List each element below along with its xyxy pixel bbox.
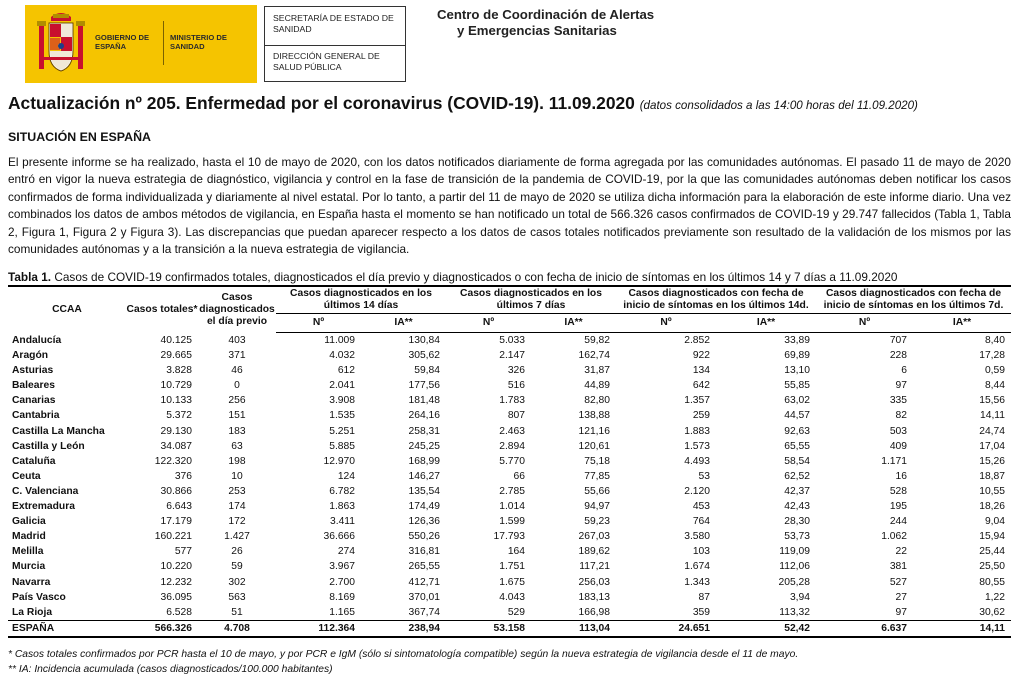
table-cell: 183,13	[578, 591, 610, 603]
ministry-label: MINISTERIO DE SANIDAD	[170, 33, 227, 51]
table-cell: 1.165	[276, 605, 361, 621]
table-cell: 82	[895, 410, 907, 422]
table-row	[8, 469, 1011, 484]
table-cell: 922	[692, 350, 710, 362]
title-note: (datos consolidados a las 14:00 horas del 11.09.2020)	[639, 99, 918, 112]
table-cell: 92,63	[784, 425, 810, 437]
table-cell: 8,40	[984, 335, 1005, 346]
table-cell: 18,26	[979, 501, 1005, 513]
table-cell: 27	[895, 591, 907, 603]
table-caption-text: Casos de COVID-19 confirmados totales, diagnosticados el día previo y diagnosticados o con fecha de inicio de síntomas en los últimos 14 y 7 días a 11.09.2020	[54, 270, 898, 284]
table-cell: 8.169	[329, 591, 355, 603]
table-cell: 130,84	[408, 335, 440, 346]
table-cell: 6.643	[166, 501, 192, 513]
total-label: ESPAÑA	[8, 620, 126, 637]
table-cell: 119,09	[779, 546, 810, 558]
table-cell: 264,16	[408, 410, 440, 422]
table-cell: 63,02	[784, 395, 810, 407]
total-cell: 6.637	[816, 620, 913, 637]
table-cell: 1.062	[881, 531, 907, 543]
header-total: Casos totales*	[126, 286, 198, 333]
table-cell: 166,98	[531, 605, 616, 621]
table-caption-label: Tabla 1.	[8, 270, 52, 284]
table-cell: 53	[698, 470, 710, 482]
table-row	[8, 439, 1011, 454]
table-row	[8, 514, 1011, 529]
total-cell: 4.708	[198, 620, 276, 637]
table-cell: 1.675	[499, 576, 525, 588]
region-name: La Rioja	[8, 605, 126, 621]
table-row	[8, 605, 1011, 621]
table-cell: 807	[507, 410, 525, 422]
page-title	[8, 93, 918, 114]
table-cell: 36.666	[323, 531, 355, 543]
table-cell: 164	[507, 546, 525, 558]
center-title-line1: Centro de Coordinación de Alertas	[437, 7, 655, 22]
total-cell: 566.326	[126, 620, 198, 637]
table-cell: 87	[698, 591, 710, 603]
table-cell: 3.828	[166, 365, 192, 377]
table-cell: 113,32	[716, 605, 816, 621]
table-cell: 138,88	[578, 410, 610, 422]
table-cell: 550,26	[408, 531, 440, 543]
coat-of-arms-icon	[35, 11, 87, 77]
table-cell: 2.120	[684, 485, 710, 497]
table-row	[8, 575, 1011, 590]
table-cell: 121,16	[578, 425, 610, 437]
table-cell: 1.599	[499, 516, 525, 528]
table-cell: 326	[507, 365, 525, 377]
table-row	[8, 484, 1011, 499]
footnote-total-cases: * Casos totales confirmados por PCR hasta el 10 de mayo, y por PCR e IgM (sólo si sintomatología compatible) según la nueva estrategia de vigilancia desde el 11 de mayo.	[8, 649, 799, 660]
table-cell: 259	[692, 410, 710, 422]
table-cell: 15,26	[979, 455, 1005, 467]
table-cell: 65,55	[784, 440, 810, 452]
table-cell: 764	[692, 516, 710, 528]
table-cell: 5.770	[499, 455, 525, 467]
table-cell: 253	[228, 485, 246, 497]
table-cell: 25,44	[979, 546, 1005, 558]
table-cell: 359	[616, 605, 716, 621]
table-cell: 258,31	[408, 425, 440, 437]
header-diag7: Casos diagnosticados en los últimos 7 días	[446, 286, 616, 314]
table-cell: 1.883	[684, 425, 710, 437]
table-cell: 122.320	[154, 455, 192, 467]
table-cell: 51	[198, 605, 276, 621]
table-cell: 6.782	[329, 485, 355, 497]
table-cell: 5.372	[166, 410, 192, 422]
table-cell: 17,28	[979, 350, 1005, 362]
region-name: Extremadura	[12, 501, 75, 513]
footnote-ia: ** IA: Incidencia acumulada (casos diagnosticados/100.000 habitantes)	[8, 664, 333, 675]
region-name: Ceuta	[12, 470, 41, 482]
total-cell: 112.364	[276, 620, 361, 637]
region-name: Canarias	[12, 395, 56, 407]
table-cell: 370,01	[408, 591, 440, 603]
table-cell: 1,22	[984, 591, 1005, 603]
table-row	[8, 333, 1011, 349]
table-cell: 168,99	[408, 455, 440, 467]
region-name: Cantabria	[12, 410, 60, 422]
header-ia: IA**	[531, 314, 616, 333]
region-name: Madrid	[12, 531, 46, 543]
table-cell: 29.665	[160, 350, 192, 362]
cases-table	[8, 285, 1011, 638]
table-header-row	[8, 286, 1011, 314]
table-cell: 1.014	[499, 501, 525, 513]
table-cell: 6	[901, 365, 907, 377]
header-ia: IA**	[716, 314, 816, 333]
table-row	[8, 590, 1011, 605]
region-name: Baleares	[12, 380, 55, 392]
table-cell: 174,49	[408, 501, 440, 513]
table-cell: 267,03	[578, 531, 610, 543]
table-cell: 376	[174, 470, 192, 482]
table-cell: 189,62	[578, 546, 610, 558]
table-cell: 151	[228, 410, 246, 422]
table-cell: 245,25	[408, 440, 440, 452]
agency-box	[264, 6, 406, 82]
table-cell: 55,66	[584, 485, 610, 497]
secretariat-label: SECRETARÍA DE ESTADO DE SANIDAD	[273, 13, 394, 34]
table-cell: 177,56	[408, 380, 440, 392]
table-cell: 33,89	[784, 335, 810, 346]
total-cell: 53.158	[446, 620, 531, 637]
table-cell: 12.232	[160, 576, 192, 588]
table-cell: 3,94	[789, 591, 810, 603]
table-cell: 10,55	[979, 485, 1005, 497]
table-row	[8, 529, 1011, 544]
table-cell: 34.087	[160, 440, 192, 452]
table-cell: 1.427	[224, 531, 250, 543]
table-cell: 244	[889, 516, 907, 528]
table-cell: 563	[228, 591, 246, 603]
agency-divider	[265, 45, 405, 46]
table-cell: 17,04	[979, 440, 1005, 452]
total-cell: 238,94	[361, 620, 446, 637]
table-cell: 5.033	[499, 335, 525, 346]
table-cell: 2.700	[329, 576, 355, 588]
region-name: Cataluña	[12, 455, 56, 467]
table-cell: 412,71	[408, 576, 440, 588]
table-cell: 577	[174, 546, 192, 558]
table-cell: 12.970	[323, 455, 355, 467]
table-cell: 58,54	[784, 455, 810, 467]
table-cell: 0,59	[984, 365, 1005, 377]
region-name: Asturias	[12, 365, 54, 377]
table-cell: 42,43	[784, 501, 810, 513]
header-ccaa: CCAA	[8, 286, 126, 333]
table-cell: 40.125	[160, 334, 192, 346]
intro-paragraph: El presente informe se ha realizado, hasta el 10 de mayo de 2020, con los datos notificados diariamente de forma agregada por las comunidades autónomas. El pasado 11 de mayo de 2020 entró en vigor la nueva estrategia de diagnóstico, vigilancia y control en la fase de transición de la pandemia de COVID-19, por la que las comunidades autónomas deben notificar los casos confirmados de forma individualizada y diariamente al nivel estatal. Por lo tanto, a partir del 11 de mayo de 2020 se utiliza dicha información para la elaboración de este informe diario. Una vez combinados los datos de ambos métodos de vigilancia, en España hasta el momento se han notificado un total de 566.326 casos confirmados de COVID-19 y 29.747 fallecidos (Tabla 1, Tabla 2, Figura 1, Figura 2 y Figura 3). Las discrepancias que puedan aparecer respecto a los datos de casos totales notificados previamente son resultado de la validación de los mismos por las comunidades autónomas y a la transición a la nueva estrategia de vigilancia.	[8, 155, 1011, 257]
table-row	[8, 559, 1011, 574]
region-name: Andalucía	[12, 334, 62, 346]
table-cell: 302	[228, 576, 246, 588]
table-cell: 2.785	[499, 485, 525, 497]
table-cell: 53,73	[784, 531, 810, 543]
table-total-row	[8, 620, 1011, 637]
table-cell: 205,28	[778, 576, 810, 588]
table-row	[8, 454, 1011, 469]
region-name: País Vasco	[12, 591, 66, 603]
table-cell: 516	[507, 380, 525, 392]
table-cell: 1.357	[684, 395, 710, 407]
table-cell: 26	[231, 546, 243, 558]
table-cell: 44,89	[584, 380, 610, 392]
table-cell: 80,55	[979, 576, 1005, 588]
table-caption	[8, 270, 897, 284]
table-cell: 3.580	[684, 531, 710, 543]
header-ia: IA**	[913, 314, 1011, 333]
table-cell: 529	[446, 605, 531, 621]
table-cell: 59,84	[414, 365, 440, 377]
table-cell: 195	[889, 501, 907, 513]
table-cell: 2.041	[329, 380, 355, 392]
table-cell: 97	[895, 380, 907, 392]
table-cell: 1.535	[329, 410, 355, 422]
table-cell: 2.147	[499, 350, 525, 362]
region-name: Melilla	[12, 546, 44, 558]
table-cell: 13,10	[784, 365, 810, 377]
table-cell: 3.411	[329, 516, 355, 528]
region-name: Galicia	[12, 516, 46, 528]
table-cell: 2.894	[499, 440, 525, 452]
table-cell: 25,50	[979, 561, 1005, 573]
table-cell: 10	[231, 470, 243, 482]
center-title-line2: y Emergencias Sanitarias	[457, 23, 617, 38]
table-cell: 707	[889, 335, 907, 346]
table-cell: 527	[889, 576, 907, 588]
table-cell: 24,74	[979, 425, 1005, 437]
header-ia: IA**	[361, 314, 446, 333]
table-cell: 367,74	[361, 605, 446, 621]
table-cell: 162,74	[578, 350, 610, 362]
table-row	[8, 378, 1011, 393]
table-cell: 1.783	[499, 395, 525, 407]
table-cell: 528	[889, 485, 907, 497]
header-n: Nº	[616, 314, 716, 333]
table-cell: 29.130	[160, 425, 192, 437]
table-cell: 198	[228, 455, 246, 467]
header-prev-day: Casos diagnosticados el día previo	[198, 286, 276, 333]
table-cell: 15,56	[979, 395, 1005, 407]
table-cell: 77,85	[584, 470, 610, 482]
region-name: C. Valenciana	[12, 485, 79, 497]
table-cell: 18,87	[979, 470, 1005, 482]
table-cell: 256	[228, 395, 246, 407]
table-cell: 4.043	[499, 591, 525, 603]
table-cell: 2.463	[499, 425, 525, 437]
table-cell: 44,57	[784, 410, 810, 422]
table-cell: 28,30	[784, 516, 810, 528]
table-cell: 381	[889, 561, 907, 573]
table-cell: 181,48	[408, 395, 440, 407]
table-row	[8, 499, 1011, 514]
table-cell: 4.032	[329, 350, 355, 362]
table-cell: 66	[513, 470, 525, 482]
table-cell: 63	[231, 440, 243, 452]
table-cell: 274	[337, 546, 355, 558]
table-cell: 31,87	[584, 365, 610, 377]
table-cell: 8,44	[984, 380, 1005, 392]
table-cell: 17.179	[160, 516, 192, 528]
table-cell: 256,03	[578, 576, 610, 588]
table-cell: 82,80	[584, 395, 610, 407]
table-cell: 403	[228, 334, 246, 346]
header-n: Nº	[816, 314, 913, 333]
table-row	[8, 544, 1011, 559]
table-cell: 16	[895, 470, 907, 482]
table-cell: 59,23	[584, 516, 610, 528]
table-cell: 1.863	[329, 501, 355, 513]
header-n: Nº	[276, 314, 361, 333]
table-cell: 371	[228, 350, 246, 362]
table-cell: 134	[692, 365, 710, 377]
table-cell: 30,62	[913, 605, 1011, 621]
region-name: Castilla La Mancha	[12, 425, 105, 437]
table-cell: 17.793	[493, 531, 525, 543]
header-onset14: Casos diagnosticados con fecha de inicio de síntomas en los últimos 14d.	[616, 286, 816, 314]
table-cell: 124	[337, 470, 355, 482]
total-cell: 52,42	[716, 620, 816, 637]
table-cell: 46	[231, 365, 243, 377]
table-cell: 135,54	[408, 485, 440, 497]
table-cell: 1.674	[684, 561, 710, 573]
table-cell: 94,97	[584, 501, 610, 513]
table-cell: 15,94	[979, 531, 1005, 543]
table-cell: 42,37	[784, 485, 810, 497]
section-title: SITUACIÓN EN ESPAÑA	[8, 130, 151, 144]
table-cell: 3.967	[329, 561, 355, 573]
table-cell: 174	[228, 501, 246, 513]
table-cell: 612	[337, 365, 355, 377]
table-cell: 75,18	[584, 455, 610, 467]
table-cell: 6.528	[126, 605, 198, 621]
table-cell: 642	[692, 380, 710, 392]
table-cell: 62,52	[784, 470, 810, 482]
table-cell: 146,27	[408, 470, 440, 482]
table-cell: 30.866	[160, 485, 192, 497]
table-cell: 160.221	[154, 531, 192, 543]
table-cell: 14,11	[979, 410, 1005, 422]
table-cell: 117,21	[579, 561, 610, 573]
table-cell: 36.095	[160, 591, 192, 603]
table-cell: 1.751	[499, 561, 525, 573]
table-cell: 0	[234, 380, 240, 392]
table-cell: 9,04	[984, 516, 1005, 528]
table-cell: 59	[231, 561, 243, 573]
total-cell: 24.651	[616, 620, 716, 637]
table-cell: 97	[816, 605, 913, 621]
table-cell: 5.885	[329, 440, 355, 452]
header-onset7: Casos diagnosticados con fecha de inicio de síntomas en los últimos 7d.	[816, 286, 1011, 314]
table-cell: 172	[228, 516, 246, 528]
table-cell: 183	[228, 425, 246, 437]
table-cell: 59,82	[584, 335, 610, 346]
table-cell: 305,62	[408, 350, 440, 362]
logo-divider	[163, 21, 164, 65]
table-cell: 1.171	[881, 455, 907, 467]
table-cell: 120,61	[578, 440, 610, 452]
table-cell: 316,81	[408, 546, 440, 558]
total-cell: 14,11	[913, 620, 1011, 637]
table-row	[8, 408, 1011, 423]
table-cell: 503	[889, 425, 907, 437]
table-row	[8, 363, 1011, 378]
government-label: GOBIERNO DE ESPAÑA	[95, 33, 150, 51]
center-title	[437, 7, 654, 39]
table-cell: 11.009	[324, 335, 355, 346]
table-cell: 453	[692, 501, 710, 513]
table-cell: 69,89	[784, 350, 810, 362]
table-cell: 4.493	[684, 455, 710, 467]
table-cell: 10.220	[160, 561, 192, 573]
region-name: Aragón	[12, 350, 49, 362]
page-title-text: Actualización nº 205. Enfermedad por el coronavirus (COVID-19). 11.09.2020	[8, 93, 635, 113]
table-row	[8, 424, 1011, 439]
table-cell: 10.133	[160, 395, 192, 407]
table-cell: 409	[889, 440, 907, 452]
table-cell: 335	[889, 395, 907, 407]
region-name: Castilla y León	[12, 440, 85, 452]
table-cell: 22	[895, 546, 907, 558]
table-cell: 55,85	[784, 380, 810, 392]
table-cell: 1.343	[684, 576, 710, 588]
government-logo	[25, 5, 257, 83]
table-cell: 228	[889, 350, 907, 362]
table-row	[8, 393, 1011, 408]
total-cell: 113,04	[531, 620, 616, 637]
table-cell: 10.729	[160, 380, 192, 392]
table-cell: 2.852	[684, 335, 710, 346]
table-cell: 5.251	[329, 425, 355, 437]
header-n: Nº	[446, 314, 531, 333]
table-cell: 265,55	[408, 561, 440, 573]
table-row	[8, 348, 1011, 363]
header-diag14: Casos diagnosticados en los últimos 14 días	[276, 286, 446, 314]
direction-label: DIRECCIÓN GENERAL DE SALUD PÚBLICA	[273, 51, 380, 72]
region-name: Murcia	[12, 561, 46, 573]
region-name: Navarra	[12, 576, 51, 588]
table-cell: 126,36	[408, 516, 440, 528]
table-cell: 112,06	[779, 561, 810, 573]
table-cell: 103	[692, 546, 710, 558]
table-cell: 3.908	[329, 395, 355, 407]
table-cell: 1.573	[684, 440, 710, 452]
